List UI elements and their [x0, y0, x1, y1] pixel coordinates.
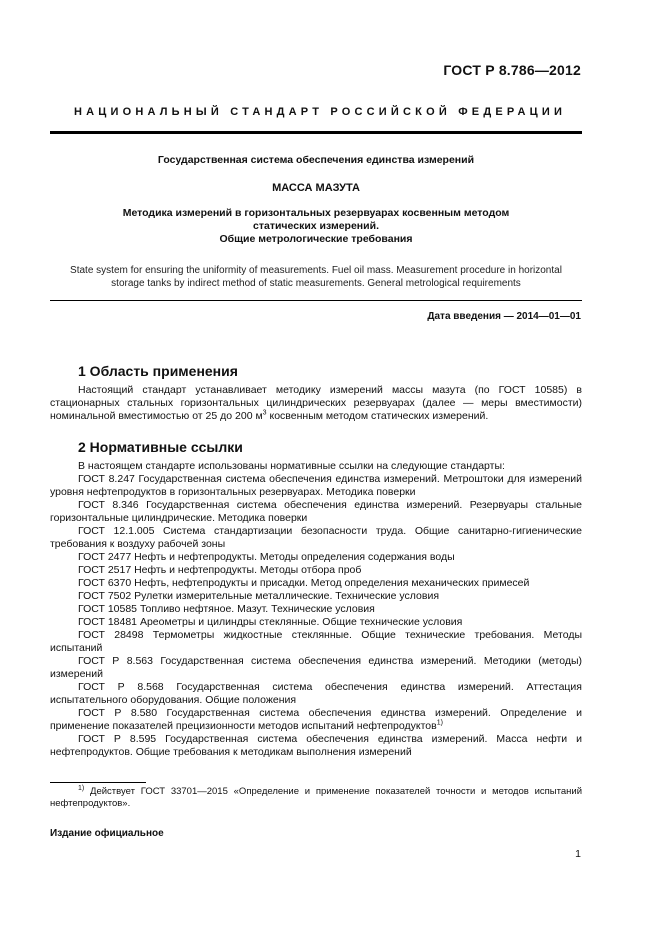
- reference-item: ГОСТ 2477 Нефть и нефтепродукты. Методы определения содержания воды: [78, 551, 455, 563]
- subtitle-line-3: Общие метрологические требования: [219, 233, 413, 245]
- section-2-heading: 2 Нормативные ссылки: [78, 439, 243, 455]
- reference-item: ГОСТ 2517 Нефть и нефтепродукты. Методы отбора проб: [78, 564, 362, 576]
- reference-item: ГОСТ Р 8.568 Государственная система обеспечения единства измерений. Аттестация испытательного оборудования. Общие положения: [50, 681, 582, 706]
- section-1-paragraph: [50, 384, 582, 423]
- subtitle-line-2: статических измерений.: [253, 220, 379, 232]
- english-title-line-1: State system for ensuring the uniformity of measurements. Fuel oil mass. Measurement procedure in horizontal: [70, 265, 562, 276]
- section-1-body: [50, 384, 582, 423]
- national-standard-heading: НАЦИОНАЛЬНЫЙ СТАНДАРТ РОССИЙСКОЙ ФЕДЕРАЦИИ: [73, 106, 567, 118]
- section-2-body: [50, 460, 582, 759]
- footnote-mark: 1): [78, 784, 85, 792]
- footnote-rule: [50, 782, 146, 783]
- reference-item: ГОСТ 12.1.005 Система стандартизации безопасности труда. Общие санитарно-гигиенические требования к воздуху рабочей зоны: [50, 525, 582, 550]
- reference-item: ГОСТ 8.247 Государственная система обеспечения единства измерений. Метроштоки для измерений уровня нефтепродуктов в горизонтальных резервуарах. Методика поверки: [50, 473, 582, 498]
- title-rule: [50, 300, 582, 301]
- superscript-3: 3: [262, 409, 267, 417]
- section-1-text-a: Настоящий стандарт устанавливает методику измерений массы мазута (по ГОСТ 10585) в стационарных стальных горизонтальных цилиндрических резервуарах (далее — меры вместимости) номинальной вместимостью от 25 до 200 м: [50, 384, 582, 422]
- footnote-paragraph: [50, 786, 582, 810]
- footnote-text: Действует ГОСТ 33701—2015 «Определение и применение показателей точности и методов испытаний нефтепродуктов».: [50, 786, 582, 809]
- reference-item: ГОСТ 7502 Рулетки измерительные металлические. Технические условия: [78, 590, 440, 602]
- reference-item-with-footnote: [50, 707, 582, 733]
- header-rule: [50, 131, 582, 134]
- gost-number: ГОСТ Р 8.786—2012: [443, 62, 581, 78]
- main-title: МАССА МАЗУТА: [272, 182, 360, 194]
- reference-item: ГОСТ Р 8.563 Государственная система обеспечения единства измерений. Методики (методы) измерений: [50, 655, 582, 680]
- section-2-intro: В настоящем стандарте использованы нормативные ссылки на следующие стандарты:: [78, 460, 505, 472]
- footnote: [50, 786, 582, 810]
- introduction-date: Дата введения — 2014—01—01: [427, 311, 581, 322]
- official-edition-label: Издание официальное: [50, 828, 164, 839]
- section-1-heading: 1 Область применения: [78, 363, 238, 379]
- reference-item: ГОСТ Р 8.595 Государственная система обеспечения единства измерений. Масса нефти и нефтепродуктов. Общие требования к методикам выполнения измерений: [50, 733, 582, 758]
- reference-item: ГОСТ 18481 Ареометры и цилиндры стеклянные. Общие технические условия: [78, 616, 463, 628]
- reference-item: ГОСТ 28498 Термометры жидкостные стеклянные. Общие технические требования. Методы испытаний: [50, 629, 582, 654]
- section-1-text-b: косвенным методом статических измерений.: [266, 410, 489, 422]
- reference-item: ГОСТ 10585 Топливо нефтяное. Мазут. Технические условия: [78, 603, 375, 615]
- system-title: Государственная система обеспечения единства измерений: [157, 154, 475, 166]
- subtitle: [50, 207, 582, 246]
- page-number: 1: [575, 848, 581, 860]
- english-title: [50, 264, 582, 290]
- reference-item: ГОСТ 6370 Нефть, нефтепродукты и присадки. Метод определения механических примесей: [78, 577, 530, 589]
- subtitle-line-1: Методика измерений в горизонтальных резервуарах косвенным методом: [122, 207, 510, 219]
- footnote-marker: 1): [436, 719, 443, 727]
- reference-text: ГОСТ Р 8.580 Государственная система обеспечения единства измерений. Определение и применение показателей прецизионности методов испытаний нефтепродуктов: [50, 707, 582, 732]
- english-title-line-2: storage tanks by indirect method of static measurements. General metrological requirements: [111, 278, 521, 289]
- reference-item: ГОСТ 8.346 Государственная система обеспечения единства измерений. Резервуары стальные горизонтальные цилиндрические. Методика поверки: [50, 499, 582, 524]
